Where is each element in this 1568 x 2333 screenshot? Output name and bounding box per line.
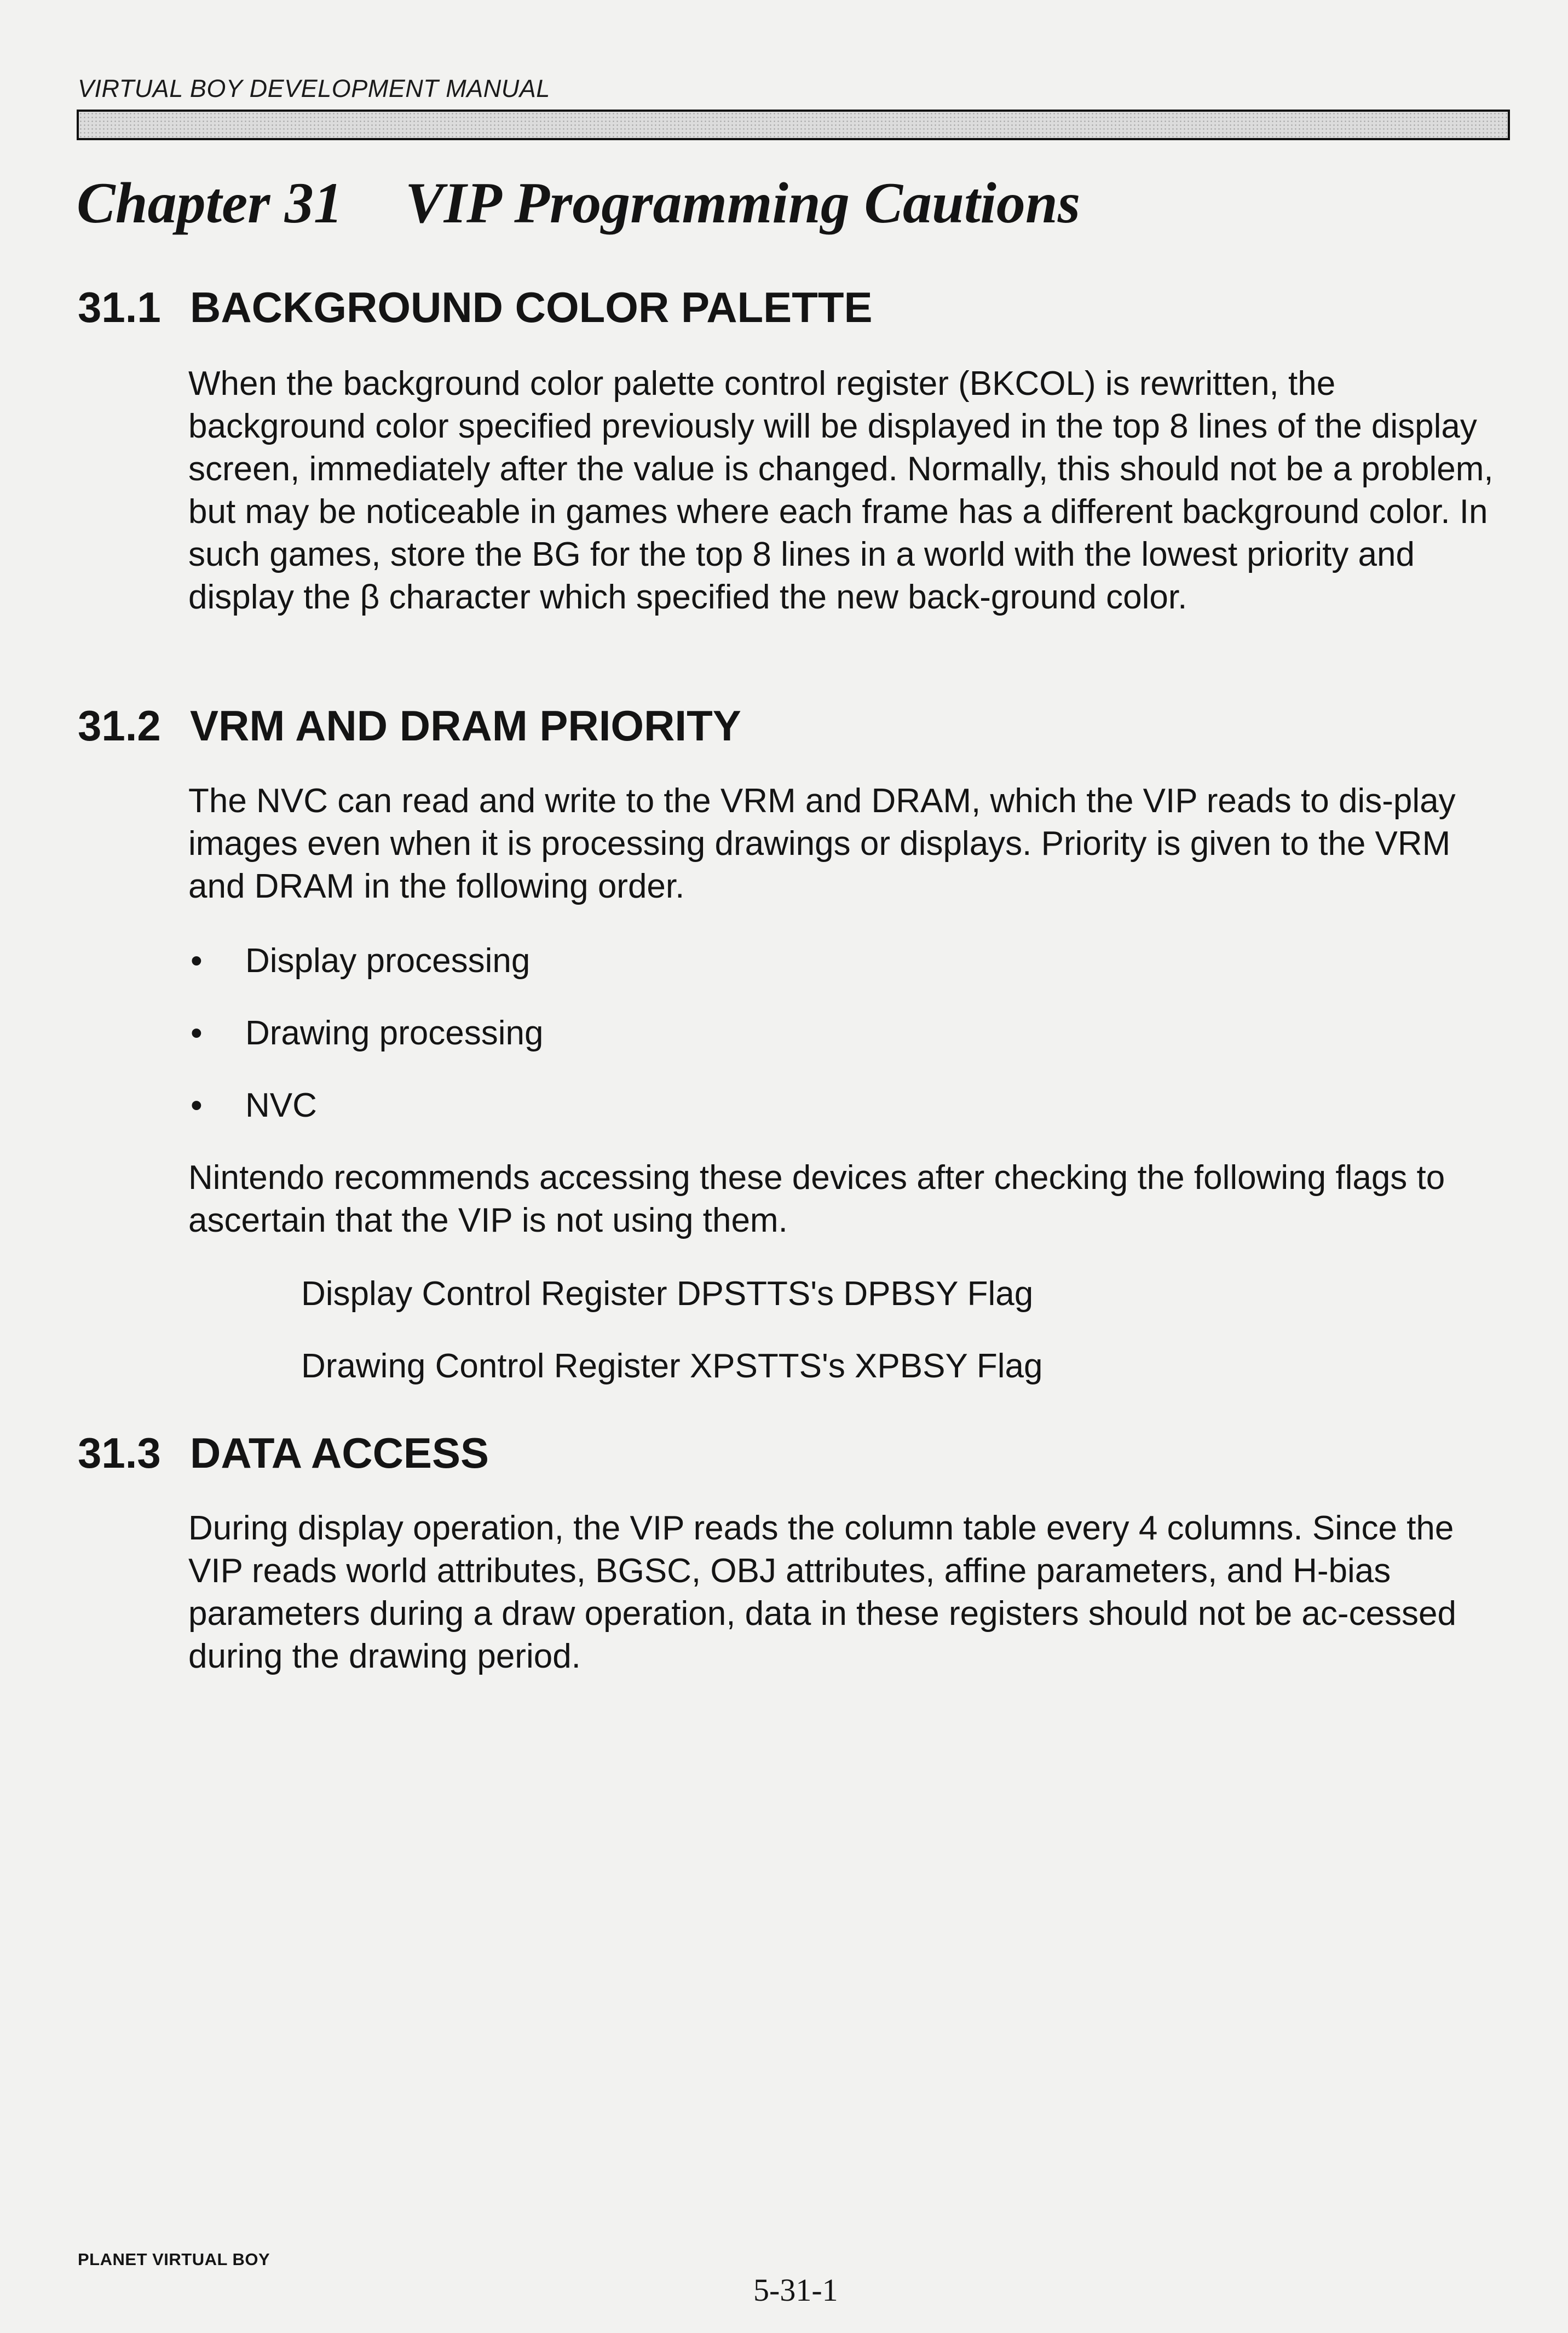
header-rule-bar (77, 110, 1510, 140)
list-item-label: Drawing processing (245, 1014, 544, 1052)
section-heading (78, 1428, 489, 1478)
flag-line: Display Control Register DPSTTS's DPBSY Flag (301, 1275, 1034, 1313)
chapter-number: Chapter 31 (77, 171, 343, 235)
section-number: 31.3 (78, 1429, 161, 1477)
list-item-label: Display processing (245, 942, 531, 980)
page-number: 5-31-1 (753, 2272, 838, 2308)
section-title: VRM AND DRAM PRIORITY (190, 702, 741, 750)
flag-line: Drawing Control Register XPSTTS's XPBSY Flag (301, 1347, 1043, 1385)
section-number: 31.1 (78, 283, 161, 331)
list-item (188, 1012, 543, 1055)
section-paragraph: When the background color palette control register (BKCOL) is rewritten, the background color specified previously will be displayed in the top 8 lines of the display screen, immediately after the value is changed. Normally, this should not be a problem, but may be noticeable in games where each frame has a different background color. In such games, store the BG for the top 8 lines in a world with the lowest priority and display the β character which specified the new back-ground color. (188, 365, 1494, 616)
section-paragraph: During display operation, the VIP reads the column table every 4 columns. Since the VIP reads world attributes, BGSC, OBJ attributes, affine parameters, and H-bias parameters during a draw operation, data in these registers should not be ac-cessed during the drawing period. (188, 1509, 1457, 1675)
section-heading (78, 283, 873, 332)
bullet-icon: • (191, 942, 203, 980)
list-item-label: NVC (245, 1087, 317, 1124)
section-heading (78, 701, 741, 751)
list-item (188, 940, 530, 982)
chapter-title (77, 170, 1080, 237)
running-header: VIRTUAL BOY DEVELOPMENT MANUAL (78, 74, 550, 102)
section-title: DATA ACCESS (190, 1429, 489, 1477)
chapter-name: VIP Programming Cautions (405, 171, 1081, 235)
bullet-icon: • (191, 1014, 203, 1052)
section-paragraph: Nintendo recommends accessing these devices after checking the following flags to ascertain that the VIP is not using them. (188, 1159, 1445, 1239)
footer-publisher: PLANET VIRTUAL BOY (78, 2250, 270, 2269)
section-paragraph: The NVC can read and write to the VRM and DRAM, which the VIP reads to dis-play images even when it is processing drawings or displays. Priority is given to the VRM and DRAM in the following order. (188, 782, 1456, 905)
section-title: BACKGROUND COLOR PALETTE (190, 283, 873, 331)
list-item (188, 1084, 317, 1127)
section-number: 31.2 (78, 702, 161, 750)
bullet-icon: • (191, 1087, 203, 1124)
